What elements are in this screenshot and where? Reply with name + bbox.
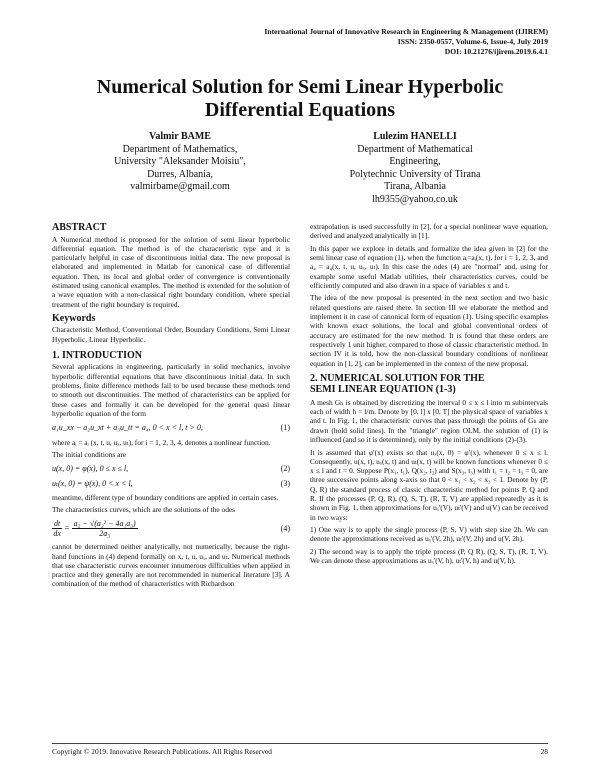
equation-number: (4) (280, 523, 290, 533)
page-number: 28 (540, 747, 548, 756)
equation-4 (52, 519, 290, 539)
equation-2 (52, 464, 290, 473)
equation-body: uₜ(x, 0) = ψ(x), 0 < x < l, (52, 478, 133, 488)
paper-title (0, 76, 600, 122)
equation-number: (3) (280, 478, 290, 488)
intro-heading: 1. INTRODUCTION (52, 349, 143, 361)
fraction-denominator: 2a₃ (99, 529, 111, 538)
equation-body (52, 519, 138, 539)
fraction-numerator: a₂ − √(a₂² − 4a₁a₃) (73, 518, 136, 528)
intro-paragraph: The initial conditions are (52, 450, 127, 460)
section-2-heading (310, 373, 548, 396)
body-paragraph: extrapolation is used successfully in [2], for a special nonlinear wave equation, derived and analyzed analytically in [1]. (310, 222, 548, 241)
author-block-2 (310, 131, 520, 207)
author-dept: Department of Mathematics, (122, 143, 238, 155)
keywords-heading: Keywords (52, 312, 96, 324)
abstract-heading: ABSTRACT (52, 222, 107, 233)
author-university: Polytechnic University of Tirana (349, 168, 481, 180)
intro-paragraph: Several applications in engineering, particularly in solid mechanics, involve hyperbolic differential equations that have discontinuous initial data. In such problems, finite difference methods fail to be used because these methods tend to smooth out discontinuities. The method of characteristics can be applied for these cases and formally it can be developed for the general quasi linear hyperbolic equation of the form (52, 362, 290, 418)
intro-paragraph: The characteristics curves, which are the solutions of the odes (52, 505, 236, 515)
section-heading-line-2: SEMI LINEAR EQUATION (1-3) (310, 384, 456, 396)
equation-3 (52, 479, 290, 488)
fraction-rhs (72, 519, 138, 539)
intro-paragraph: where aᵢ = aᵢ (x, t, u, uₓ, uₜ), for i = 1, 2, 3, 4, denotes a nonlinear function. (52, 437, 271, 447)
fraction-denominator: dx (53, 529, 61, 538)
fraction-numerator: dt (54, 518, 61, 528)
intro-paragraph: cannot be determined neither analytically, not numerically, because the right-hand functions in (4) depend formally on x, t, u, uₓ, and uₜ. Numerical methods that use characteristic curves encounter innumerous difficulties when applied in practice and they generally are not recommended in numerical literature [3]. A combination of the method of characteristics with Richardson (52, 542, 290, 589)
author-dept: Department of Mathematical (357, 143, 473, 155)
body-paragraph: A mesh Gₕ is obtained by discretizing the interval 0 ≤ x ≤ l into m subintervals each of width h = l/m. Denote by [0, l] x [0, T] the physical space of variables x and t. In Fig. 1, the characteristic curves that pass through the points of Gₕ are drawn (hold solid lines). In the "triangle" region OLM, the solution of (1) is influenced (and so it is determined), only by the initial conditions (2)-(3). (310, 397, 548, 445)
author-city: Durres, Albania, (147, 168, 213, 180)
author-university: University "Aleksander Moisiu", (114, 156, 246, 168)
body-paragraph: In this paper we explore in details and formalize the idea given in [2] for the semi linear case of equation (1), when the function aᵢ=aᵢ(x, t), for i = 1, 2, 3, and a₄ = a₄(x, t, u, uₓ, uₜ). In this case the odes (4) are "normal" and, using for example some useful Matlab utilities, their characteristics curves, could be efficiently computed and also drawn in a space of variables x and t. (310, 243, 548, 290)
equals-sign: = (64, 523, 72, 533)
keywords-text: Characteristic Method, Conventional Order, Boundary Conditions, Semi Linear Hyperbolic, Linear Hyperbolic. (52, 325, 290, 344)
copyright-text: Copyright © 2019. Innovative Research Publications. All Rights Reserved (52, 747, 272, 756)
right-column (310, 222, 548, 569)
equation-1 (52, 423, 290, 432)
abstract-text: A Numerical method is proposed for the solution of semi linear hyperbolic differential equation. The method is of the characteristic type and it is particularly helpful in case of discontinuous initial data. The new proposal is elaborated and implemented in Matlab for canonical case of differential equation. Then, its local and global order of convergence is conventionally estimated using canonical examples. The method is extended for the solution of a wave equation with a non-classical right boundary condition, where special treatment of the right boundary is required. (52, 234, 290, 309)
title-line-1: Numerical Solution for Semi Linear Hyperbolic (96, 76, 504, 98)
author-email: valmirbame@gmail.com (130, 181, 230, 193)
author-dept-cont: Engineering, (389, 156, 441, 168)
author-city: Tirana, Albania (384, 181, 446, 193)
author-block-1 (80, 131, 280, 194)
equation-number: (1) (280, 423, 290, 433)
equation-body: u(x, 0) = φ(x), 0 ≤ x ≤ l, (52, 464, 129, 474)
journal-header (264, 27, 548, 57)
author-email: lh9355@yahoo.co.uk (372, 193, 458, 205)
left-column (52, 222, 290, 592)
intro-paragraph: meantime, different type of boundary conditions are applied in certain cases. (52, 492, 279, 502)
body-paragraph: 1) One way is to apply the single process (P, S, V) with step size 2h. We can denote the approximations received as uₓ'(V, 2h), uₜ'(V, 2h) and u(V, 2h). (310, 525, 548, 544)
page-footer (52, 743, 548, 756)
body-paragraph: The idea of the new proposal is presented in the next section and two basic related questions are raised there. In section III we elaborate the method and implement it in case of canonical form of equation (1). Using specific examples with known exact solutions, the local and global conventional orders of accuracy are estimated for the new method. It is found that these orders are respectively 1 unit higher, compared to those of classic characteristic method. In section IV it is told, how the non-classical boundary conditions of nonlinear equation in [1, 2], can be implemented in the context of the new proposal. (310, 293, 548, 368)
section-heading-line-1: 2. NUMERICAL SOLUTION FOR THE (310, 372, 485, 384)
author-name: Lulezim HANELLI (373, 131, 457, 142)
doi-line: DOI: 10.21276/ijirem.2019.6.4.1 (444, 47, 548, 56)
body-paragraph: 2) The second way is to apply the triple process (P, Q R), (Q, S, T), (R, T, V). We can denote these approximations as uₓ'(V, h), uₜ'(V, h) and u(V, h). (310, 546, 548, 566)
journal-name: International Journal of Innovative Research in Engineering & Management (IJIREM) (264, 27, 548, 36)
equation-body: a₁u_xx − a₂u_xt + a₃u_tt = a₄, 0 < x < l, t > 0, (52, 423, 203, 433)
body-paragraph: It is assumed that φ′(x) exists so that uₓ(x, 0) = φ′(x), whenever 0 ≤ x ≤ l. Consequently, u(x, t), uₓ(x, t) and uₜ(x, t) will be known functions whenever 0 ≤ x ≤ l and t = 0. Suppose P(x₁, t₁), Q(x₂, t₂) and S(x₃, t₃) with t₁ = t₂ = t₃ = 0, are three successive points along x-axis so that 0 < x₁ < x₂ < x₃ < 1. Denote by (P, Q, R) the standard process of classic characteristic method for points P, Q and R. If the processes (P, Q, R), (Q, S, T), (R, T, V) are applied repeatedly as it is shown in Fig. 1, then approximations for uₓ'(V), uₜ'(V) and u(V) can be received in two ways: (310, 447, 548, 522)
title-line-2: Differential Equations (204, 99, 396, 121)
equation-number: (2) (280, 464, 290, 474)
issn-line: ISSN: 2350-0557, Volume-6, Issue-4, July 2019 (397, 37, 548, 46)
author-name: Valmir BAME (149, 131, 211, 142)
fraction-lhs (52, 519, 62, 539)
